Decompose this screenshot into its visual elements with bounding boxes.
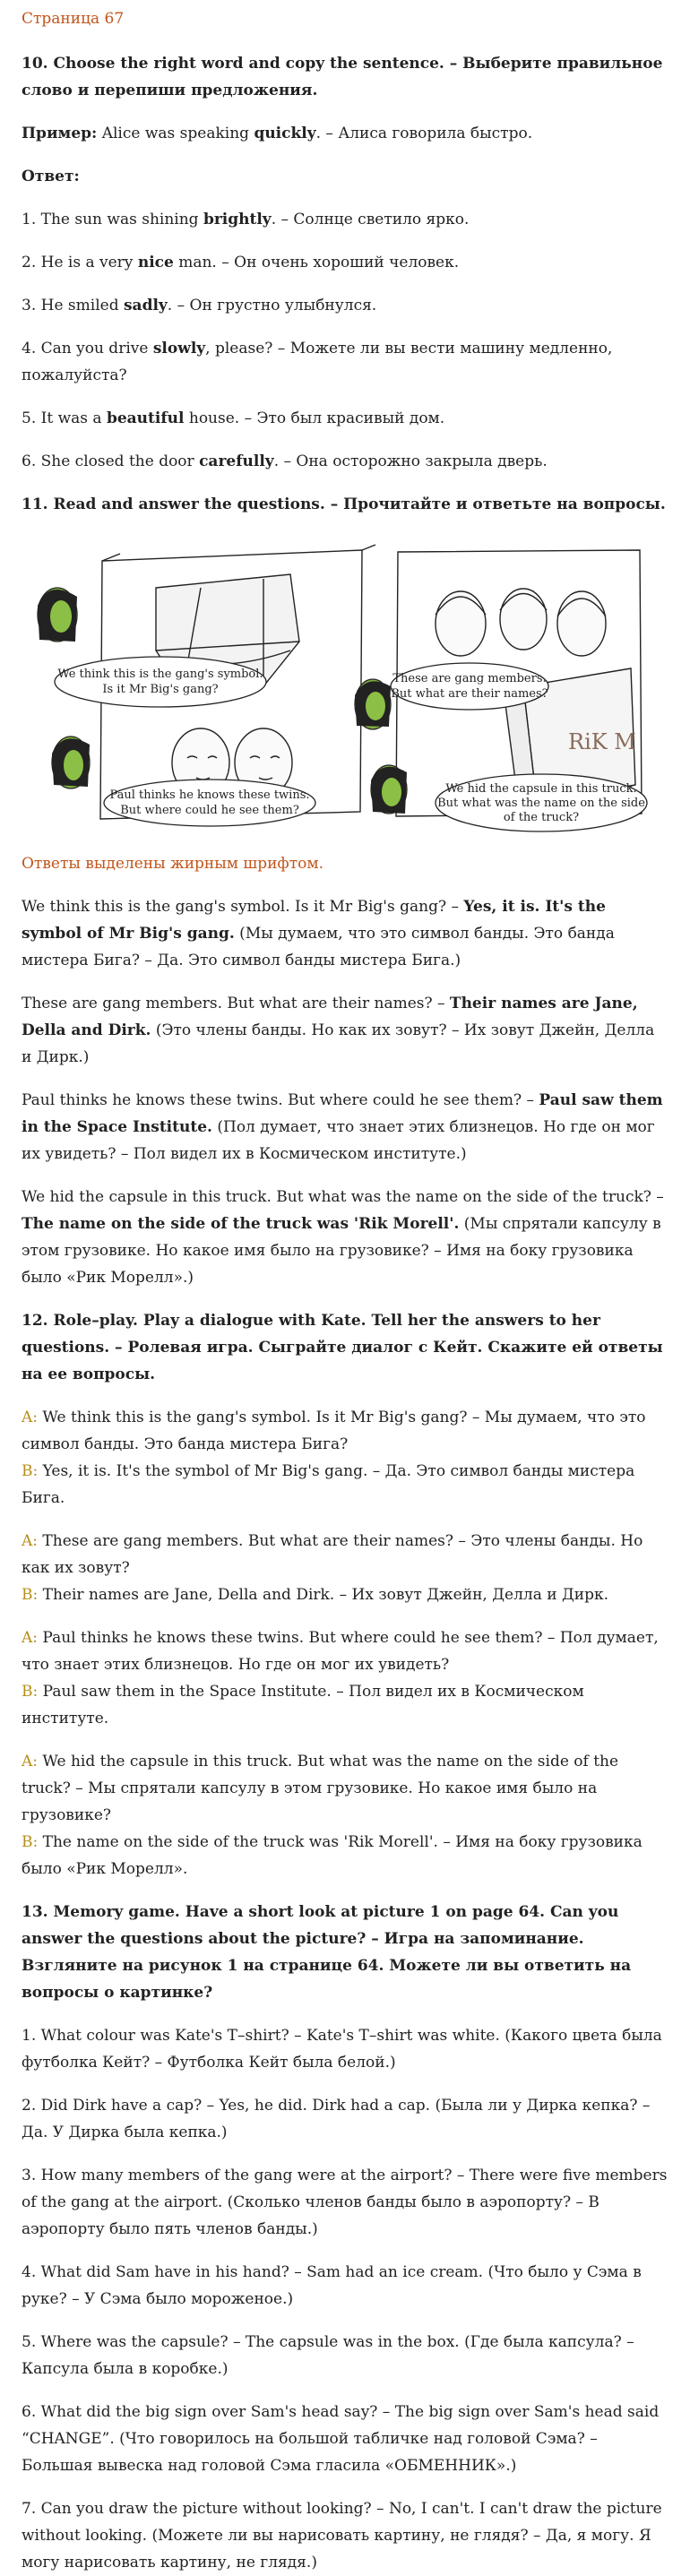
task-10-example xyxy=(22,120,668,147)
bubble-3-line-1: Paul thinks he knows these twins. xyxy=(109,788,310,802)
answer-bold: The name on the side of the truck was 'Rik Morell'. xyxy=(22,1215,460,1233)
task-10-heading: 10. Choose the right word and copy the sentence. – Выберите правильное слово и перепиши предложения. xyxy=(22,55,663,99)
task-13-heading: 13. Memory game. Have a short look at picture 1 on page 64. Can you answer the questions about the picture? – Игра на запоминание. Взгляните на рисунок 1 на странице 64. Можете ли вы ответить на вопросы о картинке? xyxy=(22,1903,632,2002)
dialogue-text: These are gang members. But what are their names? – Это члены банды. Но как их зовут? xyxy=(22,1532,643,1577)
dialogue-line-b xyxy=(22,1678,668,1732)
dialogue-text: Yes, it is. It's the symbol of Mr Big's gang. – Да. Это символ банды мистера Бига. xyxy=(22,1462,635,1507)
bubble-4-line-3: of the truck? xyxy=(503,811,580,824)
answer-translation: (Мы спрятали капсулу в этом грузовике. Но какое имя было на грузовике? – Имя на боку грузовика было «Рик Морелл».) xyxy=(22,1215,661,1287)
comic-illustration xyxy=(22,534,649,834)
example-post: . – Алиса говорила быстро. xyxy=(315,125,533,142)
dialogue-line-a xyxy=(22,1748,668,1829)
answer-translation: (Мы думаем, что это символ банды. Это банда мистера Бига? – Да. Это символ банды мистера Бига.) xyxy=(22,925,615,969)
item-text: 1. The sun was shining xyxy=(22,211,203,228)
bubble-4-line-2: But what was the name on the side xyxy=(437,797,645,810)
dialogue-line-b xyxy=(22,1829,668,1882)
dialogue-line-b xyxy=(22,1458,668,1512)
dialogue-text: Their names are Jane, Della and Dirk. – Их зовут Джейн, Делла и Дирк. xyxy=(38,1586,609,1604)
answer-bold: Their names are Jane, Della and Dirk. xyxy=(22,995,638,1039)
task-11-answer xyxy=(22,1087,668,1167)
dialogue-block xyxy=(22,1528,668,1608)
task-12-heading: 12. Role–play. Play a dialogue with Kate. Tell her the answers to her questions. – Ролевая игра. Сыграйте диалог с Кейт. Скажите ей ответы на ее вопросы. xyxy=(22,1312,663,1383)
alien-character-4 xyxy=(371,765,407,814)
truck-label: RiK M xyxy=(568,729,636,754)
speaker-b-label: B: xyxy=(22,1833,39,1851)
item-text: 6. She closed the door xyxy=(22,452,200,470)
task-13-item: 7. Can you draw the picture without looking? – No, I can't. I can't draw the picture without looking. (Можете ли вы нарисовать картину, не глядя? – Да, я могу. Я могу нарисовать картину, не глядя.) xyxy=(22,2500,662,2572)
dialogue-line-b xyxy=(22,1581,668,1608)
answer-bold: Paul saw them in the Space Institute. xyxy=(22,1091,663,1136)
task-10-item xyxy=(22,405,668,432)
bubble-3-line-2: But where could he see them? xyxy=(120,804,299,817)
dialogue-text: We hid the capsule in this truck. But what was the name on the side of the truck? – Мы спрятали капсулу в этом грузовике. Но какое имя было на грузовике? xyxy=(22,1753,619,1824)
task-11-answer xyxy=(22,1184,668,1291)
item-text: 2. He is a very xyxy=(22,254,138,271)
task-10-item xyxy=(22,249,668,276)
answers-note: Ответы выделены жирным шрифтом. xyxy=(22,855,323,873)
task-13-item: 3. How many members of the gang were at the airport? – There were five members of the gang at the airport. (Сколько членов банды было в аэропорту? – В аэропорту было пять членов банды.) xyxy=(22,2167,668,2238)
item-translation: , please? – Можете ли вы вести машину медленно, пожалуйста? xyxy=(22,340,613,384)
item-text: 4. Can you drive xyxy=(22,340,153,358)
task-10-item xyxy=(22,448,668,475)
task-10-item xyxy=(22,292,668,319)
alien-character-3 xyxy=(52,737,90,788)
speaker-a-label: A: xyxy=(22,1629,39,1647)
bubble-2-line-2: But what are their names? xyxy=(391,687,548,701)
example-pre: Alice was speaking xyxy=(97,125,254,142)
task-13-item: 2. Did Dirk have a cap? – Yes, he did. Dirk had a cap. (Была ли у Дирка кепка? – Да. У Дирка была кепка.) xyxy=(22,2097,651,2141)
dialogue-line-a xyxy=(22,1404,668,1458)
item-bold-word: sadly xyxy=(123,297,168,314)
speaker-a-label: A: xyxy=(22,1532,39,1550)
speaker-a-label: A: xyxy=(22,1753,39,1770)
answer-translation: (Это члены банды. Но как их зовут? – Их зовут Джейн, Делла и Дирк.) xyxy=(22,1021,655,1066)
answer-translation: (Пол думает, что знает этих близнецов. Но где он мог их увидеть? – Пол видел их в Космическом институте.) xyxy=(22,1118,655,1163)
dialogue-text: The name on the side of the truck was 'Rik Morell'. – Имя на боку грузовика было «Рик Морелл». xyxy=(22,1833,643,1878)
task-11-heading: 11. Read and answer the questions. – Прочитайте и ответьте на вопросы. xyxy=(22,495,666,513)
speech-bubble-2 xyxy=(391,663,548,710)
speaker-b-label: B: xyxy=(22,1586,39,1604)
dialogue-text: Paul saw them in the Space Institute. – Пол видел их в Космическом институте. xyxy=(22,1683,584,1727)
page-title: Страница 67 xyxy=(22,10,125,28)
speech-bubble-4 xyxy=(436,774,647,831)
task-11-answer xyxy=(22,893,668,974)
task-10-item xyxy=(22,206,668,233)
answer-label: Ответ: xyxy=(22,168,80,185)
answer-question: Paul thinks he knows these twins. But where could he see them? – xyxy=(22,1091,539,1109)
dialogue-text: We think this is the gang's symbol. Is it Mr Big's gang? – Мы думаем, что это символ банды. Это банда мистера Бига? xyxy=(22,1409,646,1453)
dialogue-line-a xyxy=(22,1528,668,1581)
item-bold-word: nice xyxy=(137,254,174,271)
answer-question: These are gang members. But what are their names? – xyxy=(22,995,450,1012)
alien-character-1 xyxy=(38,588,77,642)
task-13-item: 5. Where was the capsule? – The capsule was in the box. (Где была капсула? – Капсула была в коробке.) xyxy=(22,2333,634,2378)
item-translation: man. – Он очень хороший человек. xyxy=(173,254,460,271)
example-label: Пример: xyxy=(22,125,98,142)
dialogue-block xyxy=(22,1404,668,1512)
answer-question: We hid the capsule in this truck. But what was the name on the side of the truck? – xyxy=(22,1188,664,1206)
speech-bubble-3 xyxy=(104,780,315,826)
answer-bold: Yes, it is. It's the symbol of Mr Big's gang. xyxy=(22,898,606,943)
item-bold-word: beautiful xyxy=(106,409,185,427)
bubble-4-line-1: We hid the capsule in this truck. xyxy=(445,782,637,796)
speaker-b-label: B: xyxy=(22,1462,39,1480)
task-13-item: 6. What did the big sign over Sam's head say? – The big sign over Sam's head said “CHANGE”. (Что говорилось на большой табличке над головой Сэма? – Большая вывеска над головой Сэма гласила «ОБМЕННИК».) xyxy=(22,2403,660,2475)
speaker-b-label: B: xyxy=(22,1683,39,1701)
speaker-a-label: A: xyxy=(22,1409,39,1426)
item-translation: house. – Это был красивый дом. xyxy=(184,409,445,427)
dialogue-block xyxy=(22,1748,668,1882)
comic-svg xyxy=(22,534,649,834)
bubble-1-line-2: Is it Mr Big's gang? xyxy=(102,683,219,696)
item-text: 5. It was a xyxy=(22,409,107,427)
dialogue-text: Paul thinks he knows these twins. But where could he see them? – Пол думает, что знает этих близнецов. Но где он мог их увидеть? xyxy=(22,1629,659,1674)
speech-bubble-1 xyxy=(55,657,266,707)
alien-character-2 xyxy=(355,679,391,729)
task-10-item xyxy=(22,335,668,389)
item-bold-word: brightly xyxy=(203,211,272,228)
item-bold-word: carefully xyxy=(199,452,274,470)
dialogue-line-a xyxy=(22,1624,668,1678)
item-translation: . – Он грустно улыбнулся. xyxy=(167,297,377,314)
task-13-item: 1. What colour was Kate's T–shirt? – Kate's T–shirt was white. (Какого цвета была футболка Кейт? – Футболка Кейт была белой.) xyxy=(22,2027,662,2072)
item-translation: . – Она осторожно закрыла дверь. xyxy=(273,452,548,470)
task-11-answer xyxy=(22,990,668,1071)
item-translation: . – Солнце светило ярко. xyxy=(271,211,470,228)
bubble-2-line-1: These are gang members. xyxy=(392,672,547,685)
answer-question: We think this is the gang's symbol. Is it Mr Big's gang? – xyxy=(22,898,464,916)
example-bold: quickly xyxy=(254,125,316,142)
dialogue-block xyxy=(22,1624,668,1732)
bubble-1-line-1: We think this is the gang's symbol. xyxy=(57,668,263,681)
task-13-item: 4. What did Sam have in his hand? – Sam had an ice cream. (Что было у Сэма в руке? – У Сэма было мороженое.) xyxy=(22,2263,642,2308)
item-text: 3. He smiled xyxy=(22,297,124,314)
item-bold-word: slowly xyxy=(152,340,206,358)
